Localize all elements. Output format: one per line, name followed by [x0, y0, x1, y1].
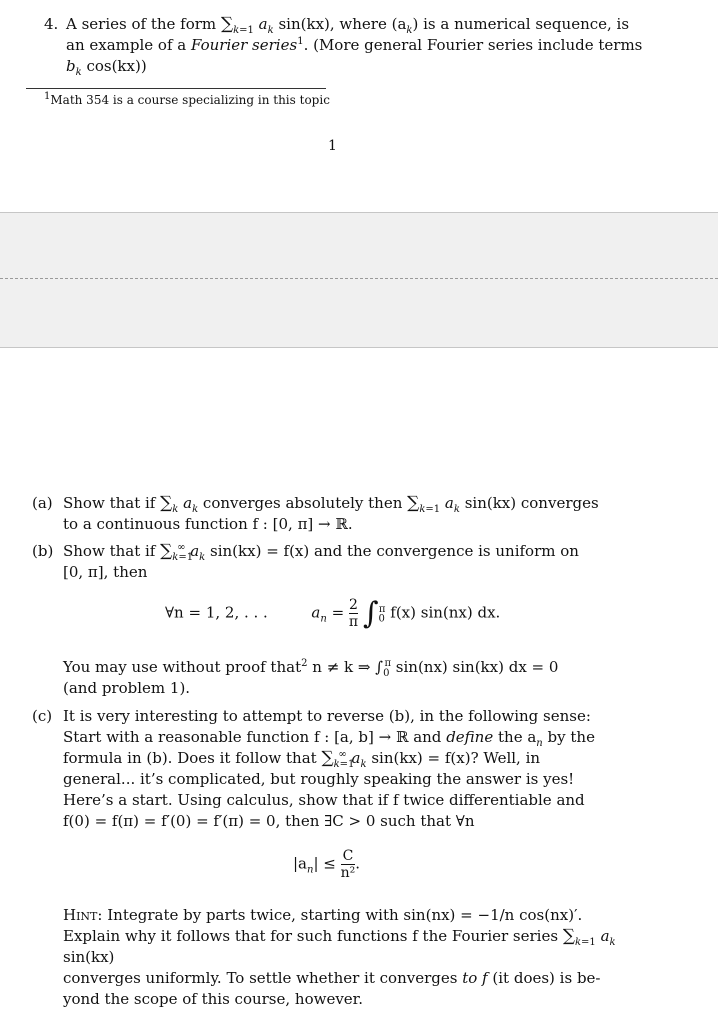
problem-4-line-1: A series of the form $\sum_{k=1}$ $a_k$ sin(kx), where $(a_k)$ is a numerical sequence, is: [66, 14, 630, 36]
part-a-line-2: to a continuous function f : [0, π] → ℝ.: [63, 515, 353, 533]
problem-4-line-2: an example of a Fourier series$^1$. (More general Fourier series include terms: [66, 36, 643, 54]
fraction: $\frac{2}{\pi}$: [348, 597, 359, 630]
page-break-line: [0, 278, 718, 279]
problem-4: [44, 14, 644, 77]
coefficient-bound: $|a_n|$ ≤ $\frac{C}{\text{n²}}$ .: [293, 848, 361, 881]
part-b-label: (b): [32, 542, 54, 560]
page-gap: [0, 212, 718, 348]
part-c-line-6: f(0) = f(π) = f′(0) = f′(π) = 0, then ∃C > 0 such that ∀n: [63, 812, 475, 830]
part-c-line-1: It is very interesting to attempt to reverse (b), in the following sense:: [63, 707, 591, 725]
footnote-mark: 1: [297, 36, 304, 47]
sum-symbol: ∑: [220, 14, 234, 34]
part-c-line-3: formula in (b). Does it follow that $\sum_{k=1}^\infty$ $a_k$ sin(kx) = f(x)? Well, in: [63, 748, 541, 770]
problem-4-line-3: $b_k$ cos(kx)): [66, 57, 147, 78]
footnote: $^1$Math 354 is a course specializing in this topic: [44, 91, 330, 107]
fraction: $\frac{C}{\text{n²}}$: [340, 848, 356, 881]
part-b: [32, 541, 612, 583]
page-number: 1: [328, 138, 337, 154]
part-c-line-4: general... it’s complicated, but roughly speaking the answer is yes!: [63, 770, 575, 788]
part-b-note: You may use without proof that$^2$ n ≠ k ⇒ $\int_0^\pi$ sin(nx) sin(kx) dx = 0 (and problem 1).: [63, 658, 559, 697]
problem-number: 4.: [44, 15, 59, 33]
problem-4-text: [66, 14, 644, 77]
hint: Hint: Integrate by parts twice, starting with sin(nx) = −1/n cos(nx)′. Explain why it follows that for such functions f the Fourier series $\sum_{k=1}$ $a_k$ sin(kx) converges uniformly. To settle whether it converges to f (it does) is be- yond the scope of this course, however.: [63, 906, 616, 1008]
integral-sign: ∫: [362, 596, 379, 631]
part-c: [32, 706, 612, 832]
footnote-rule: [26, 88, 326, 89]
fourier-coefficient-formula: ∀n = 1, 2, . . . $a_n$ = $\frac{2}{\pi}$ $\int_0^\pi$ f(x) sin(nx) dx.: [165, 596, 501, 631]
part-c-line-2: Start with a reasonable function f : [a, b] → ℝ and define the $a_n$ by the: [63, 728, 595, 749]
part-a-label: (a): [32, 494, 53, 512]
part-a: [32, 493, 612, 535]
part-b-line-2: [0, π], then: [63, 563, 148, 581]
part-c-line-5: Here’s a start. Using calculus, show that if f twice differentiable and: [63, 791, 585, 809]
part-a-line-1: Show that if $\sum_k$ $a_k$ converges absolutely then $\sum_{k=1}$ $a_k$ sin(kx) converges: [63, 493, 599, 515]
part-b-line-1: Show that if $\sum_{k=1}^\infty$ $a_k$ sin(kx) = f(x) and the convergence is uniform on: [63, 541, 579, 563]
hint-label: Hint:: [63, 906, 103, 924]
part-c-label: (c): [32, 707, 53, 725]
